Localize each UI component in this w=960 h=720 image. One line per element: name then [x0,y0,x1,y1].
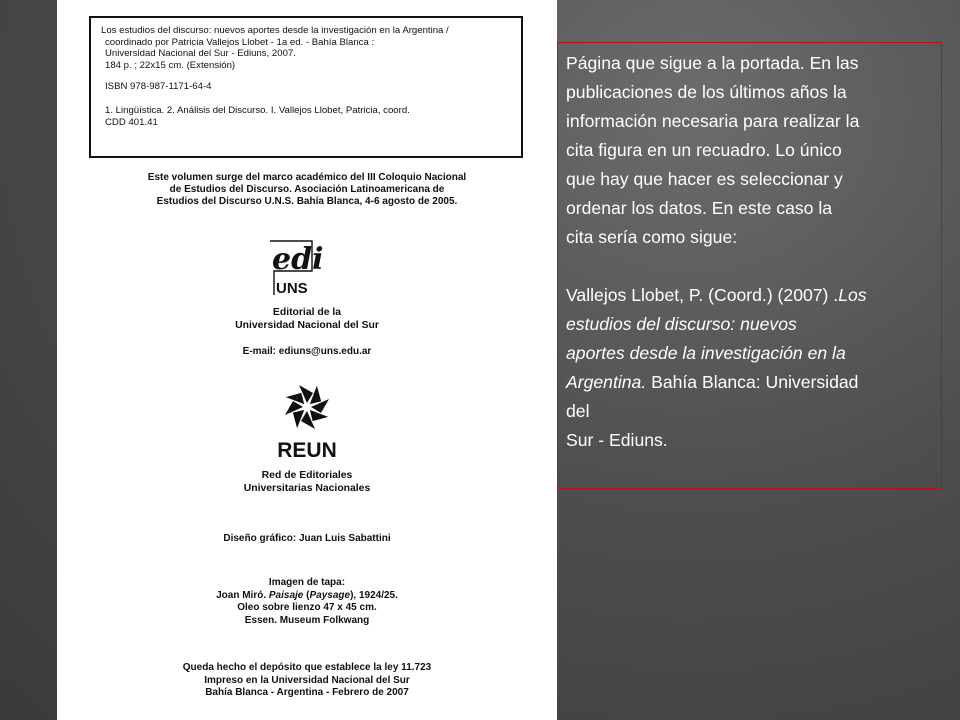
scanned-credits-page [57,0,557,720]
citation-line [566,339,935,368]
explanation-line: información necesaria para realizar la [566,111,860,131]
cover-title-fr: Paysage [309,589,351,601]
citation-line: del [566,401,590,421]
reun-logo-word: REUN [277,439,337,459]
cip-subjects: 1. Lingüística. 2. Análisis del Discurso. I. Vallejos Llobet, Patricia, coord. [105,104,410,116]
citation-line: Sur - Ediuns. [566,430,668,450]
cover-paren: ( [303,589,310,601]
edi-logo-uns: UNS [276,280,308,297]
deposit-line: Queda hecho el depósito que establece la ley 11.723 [182,662,432,673]
citation-author: Vallejos Llobet, P. (Coord.) (2007) . [566,285,839,305]
network-line: Universitarias Nacionales [243,483,371,494]
isbn: ISBN 978-987-1171-64-4 [105,81,212,93]
cip-line: coordinado por Patricia Vallejos Llobet - 1a ed. - Bahía Blanca : [105,36,375,48]
design-credit: Diseño gráfico: Juan Luis Sabattini [223,533,391,544]
cover-credit [57,577,557,627]
cip-line: Universidad Nacional del Sur - Ediuns, 2007. [105,48,296,60]
network-block [57,469,557,495]
citation-title-part: Argentina. [566,372,647,392]
cover-title-es: Paisaje [268,589,304,601]
origin-line: de Estudios del Discurso. Asociación Latinoamericana de [169,184,445,195]
publisher-email: E-mail: ediuns@uns.edu.ar [242,346,372,357]
cover-medium: Oleo sobre lienzo 47 x 45 cm. [237,602,377,613]
citation-line [566,368,935,397]
cdd: CDD 401.41 [105,116,158,128]
explanation-line: cita figura en un recuadro. Lo único [566,140,842,160]
cover-line [57,590,557,603]
explanation-line: que hay que hacer es seleccionar y [566,169,843,189]
citation-place: Bahía Blanca: Universidad [646,372,859,392]
origin-line: Estudios del Discurso U.N.S. Bahía Blanca, 4-6 agosto de 2005. [156,196,458,207]
cataloging-card [89,16,523,158]
publisher-line: Universidad Nacional del Sur [235,320,379,331]
network-line: Red de Editoriales [261,470,353,481]
citation-title-part: Los [838,285,867,305]
cip-line: Los estudios del discurso: nuevos aportes desde la investigación en la Argentina / [101,25,449,36]
origin-line: Este volumen surge del marco académico del III Coloquio Nacional [147,172,467,183]
explanation-line: ordenar los datos. En este caso la [566,198,833,218]
citation-line [566,310,935,339]
explanation-textbox [557,42,942,489]
edi-logo [262,237,352,297]
deposit-line: Bahía Blanca - Argentina - Febrero de 2007 [205,687,409,698]
edi-logo-word: edi [272,242,324,277]
deposit-line: Impreso en la Universidad Nacional del Sur [204,674,410,686]
publisher-block [57,306,557,332]
explanation-line: cita sería como sigue: [566,227,738,247]
deposit-note [57,662,557,700]
origin-note [57,172,557,208]
publisher-line: Editorial de la [272,307,342,318]
cover-year: ), 1924/25. [350,589,398,601]
cover-artist: Joan Miró. [216,589,269,601]
reun-logo [262,377,352,459]
citation-title-part: aportes desde la investigación en la [566,343,846,363]
cover-museum: Essen. Museum Folkwang [244,614,370,626]
cip-line: 184 p. ; 22x15 cm. (Extensión) [105,59,236,71]
explanation-line: Página que sigue a la portada. En las [566,53,859,73]
explanation-line: publicaciones de los últimos años la [566,82,847,102]
citation-title-part: estudios del discurso: nuevos [566,314,797,334]
cover-heading: Imagen de tapa: [268,577,346,588]
citation-line [566,281,935,310]
